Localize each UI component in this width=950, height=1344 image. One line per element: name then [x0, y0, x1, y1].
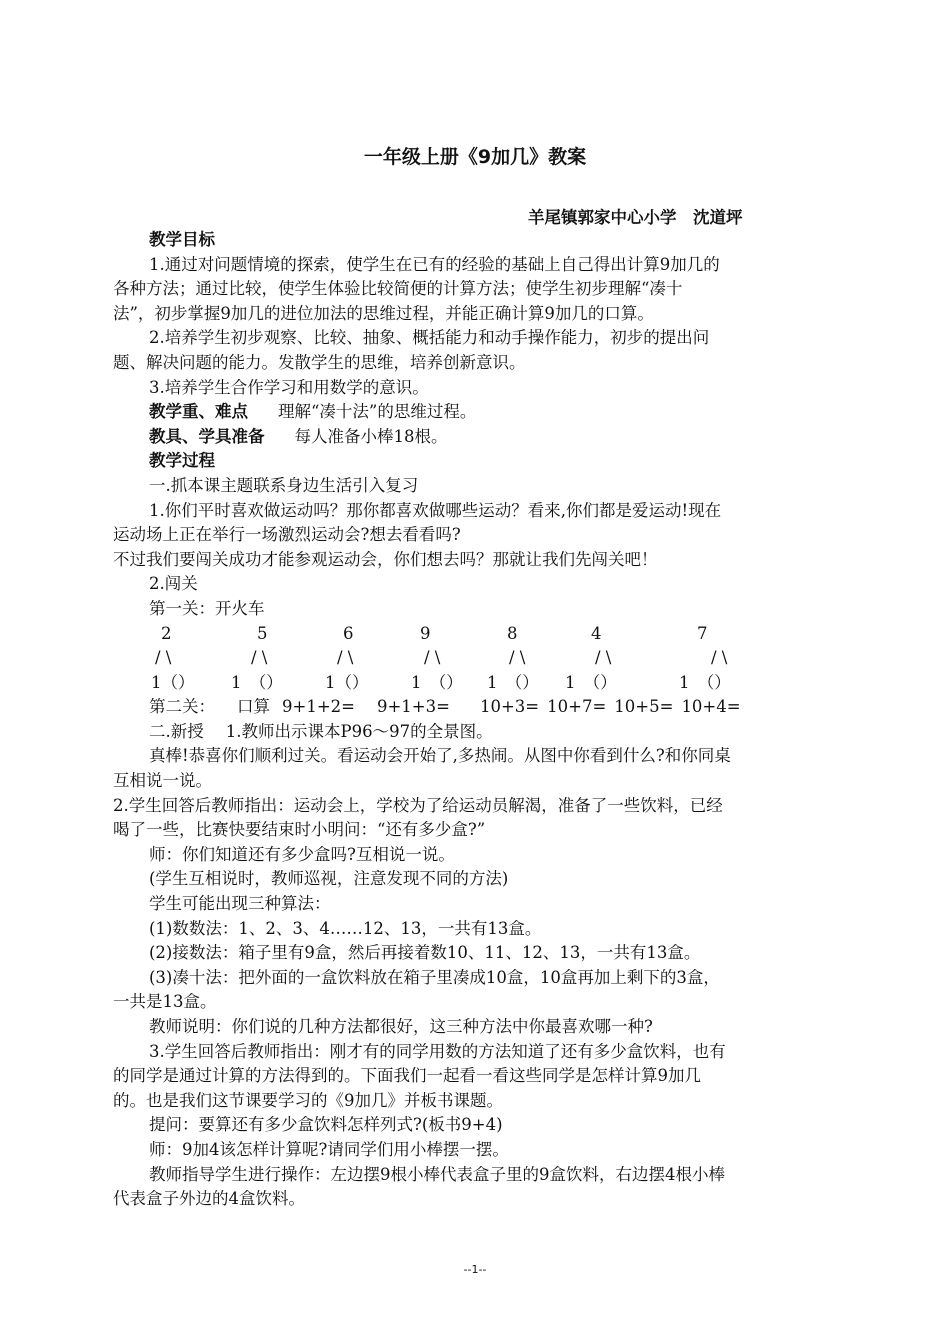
paragraph: 代表盒子外边的4盒饮料。 — [113, 1189, 305, 1209]
paragraph: 提问：要算还有多少盒饮料怎样列式?(板书9+4) — [149, 1115, 503, 1135]
tools-label: 教具、学具准备 — [149, 426, 265, 446]
train-number: 9 — [420, 623, 431, 643]
paragraph: 法”，初步掌握9加几的进位加法的思维过程，并能正确计算9加几的口算。 — [113, 303, 654, 323]
tools-text: 每人准备小棒18根。 — [294, 426, 448, 446]
train-part: 1 （） — [679, 672, 731, 692]
paragraph: 互相说一说。 — [113, 771, 212, 791]
oral-item: 10+5= — [614, 697, 674, 717]
paragraph: 2.学生回答后教师指出：运动会上，学校为了给运动员解渴，准备了一些饮料，已经 — [113, 795, 723, 815]
train-number: 2 — [161, 623, 172, 643]
paragraph: 喝了一些，比赛快要结束时小明问：“还有多少盒?” — [113, 820, 486, 840]
train-part: 1 （） — [487, 672, 539, 692]
process-heading: 教学过程 — [149, 451, 215, 471]
paragraph: 2.闯关 — [149, 574, 198, 594]
part2-line — [113, 720, 843, 745]
oral-item: 9+1+3= — [376, 697, 450, 717]
train-branch: / \ — [251, 648, 268, 668]
author-line: 羊尾镇郭家中心小学 沈道坪 — [528, 208, 743, 227]
paragraph: 师：你们知道还有多少盒吗?互相说一说。 — [149, 844, 455, 864]
train-number: 7 — [697, 623, 708, 643]
document-body — [113, 228, 843, 1212]
paragraph: 各种方法；通过比较，使学生体验比较简便的计算方法；使学生初步理解“凑十 — [113, 279, 683, 299]
paragraph: (2)接数法：箱子里有9盒，然后再接着数10、11、12、13，一共有13盒。 — [149, 943, 701, 963]
oral-item: 9+1+2= — [282, 697, 355, 717]
train-part: 1（） — [151, 672, 195, 692]
paragraph: 的同学是通过计算的方法得到的。下面我们一起看一看这些同学是怎样计算9加几 — [113, 1066, 701, 1086]
page-number: --1-- — [463, 1263, 487, 1276]
oral-item: 10+7= — [547, 697, 607, 717]
part2-heading: 二.新授 — [149, 721, 204, 741]
keypoint-label: 教学重、难点 — [149, 402, 248, 422]
keypoint-line — [113, 400, 843, 425]
train-part: 1 （） — [565, 672, 617, 692]
level2-oral: 口算 — [237, 697, 270, 717]
train-branch: / \ — [155, 648, 172, 668]
train-number: 4 — [591, 623, 602, 643]
paragraph: 1.你们平时喜欢做运动吗？那你都喜欢做哪些运动？看来,你们都是爱运动!现在 — [149, 500, 722, 520]
paragraph: (3)凑十法：把外面的一盒饮料放在箱子里凑成10盒，10盒再加上剩下的3盒， — [149, 967, 720, 987]
paragraph: 2.培养学生初步观察、比较、抽象、概括能力和动手操作能力，初步的提出问 — [149, 328, 710, 348]
tools-line — [113, 425, 843, 450]
train-branch: / \ — [595, 648, 612, 668]
paragraph: 题、解决问题的能力。发散学生的思维，培养创新意识。 — [113, 352, 526, 372]
train-number: 8 — [507, 623, 518, 643]
paragraph: (1)数数法：1、2、3、4……12、13，一共有13盒。 — [149, 918, 542, 938]
oral-item: 10+4= — [681, 697, 741, 717]
paragraph: 一共是13盒。 — [113, 992, 217, 1012]
part2-step: 1.教师出示课本P96～97的全景图。 — [225, 721, 493, 741]
train-number: 6 — [343, 623, 354, 643]
document-title: 一年级上册《9加几》教案 — [363, 146, 587, 168]
paragraph: 不过我们要闯关成功才能参观运动会，你们想去吗？那就让我们先闯关吧！ — [113, 549, 658, 569]
level2-line — [113, 695, 843, 720]
oral-item: 10+3= — [479, 697, 540, 717]
train-branch: / \ — [509, 648, 526, 668]
paragraph: 一.抓本课主题联系身边生活引入复习 — [149, 475, 419, 495]
paragraph: 3.学生回答后教师指出：刚才有的同学用数的方法知道了还有多少盒饮料，也有 — [149, 1041, 726, 1061]
train-part: 1 （） — [231, 672, 283, 692]
train-branches-row — [113, 646, 843, 671]
paragraph: (学生互相说时，教师巡视，注意发现不同的方法) — [149, 869, 509, 889]
paragraph: 运动场上正在举行一场激烈运动会?想去看看吗? — [113, 525, 461, 545]
paragraph: 3.培养学生合作学习和用数学的意识。 — [149, 377, 429, 397]
goals-heading: 教学目标 — [149, 230, 215, 249]
keypoint-text: 理解“凑十法”的思维过程。 — [278, 402, 477, 422]
train-branch: / \ — [711, 648, 728, 668]
paragraph: 1.通过对问题情境的探索，使学生在已有的经验的基础上自己得出计算9加几的 — [149, 254, 720, 274]
train-numbers-row — [113, 622, 843, 647]
train-part: 1 （） — [411, 672, 463, 692]
train-branch: / \ — [337, 648, 354, 668]
train-branch: / \ — [424, 648, 441, 668]
paragraph: 教师指导学生进行操作：左边摆9根小棒代表盒子里的9盒饮料，右边摆4根小棒 — [149, 1164, 725, 1184]
paragraph: 师：9加4该怎样计算呢?请同学们用小棒摆一摆。 — [149, 1139, 509, 1159]
paragraph: 真棒!恭喜你们顺利过关。看运动会开始了,多热闹。从图中你看到什么?和你同桌 — [149, 746, 731, 766]
paragraph: 的。也是我们这节课要学习的《9加几》并板书课题。 — [113, 1090, 503, 1110]
train-number: 5 — [257, 623, 268, 643]
train-parts-row — [113, 671, 843, 696]
paragraph: 教师说明：你们说的几种方法都很好，这三种方法中你最喜欢哪一种? — [149, 1017, 653, 1036]
train-part: 1（） — [325, 672, 369, 692]
paragraph: 学生可能出现三种算法： — [149, 894, 331, 914]
level2-label: 第二关： — [149, 697, 215, 717]
paragraph: 第一关：开火车 — [149, 598, 265, 618]
